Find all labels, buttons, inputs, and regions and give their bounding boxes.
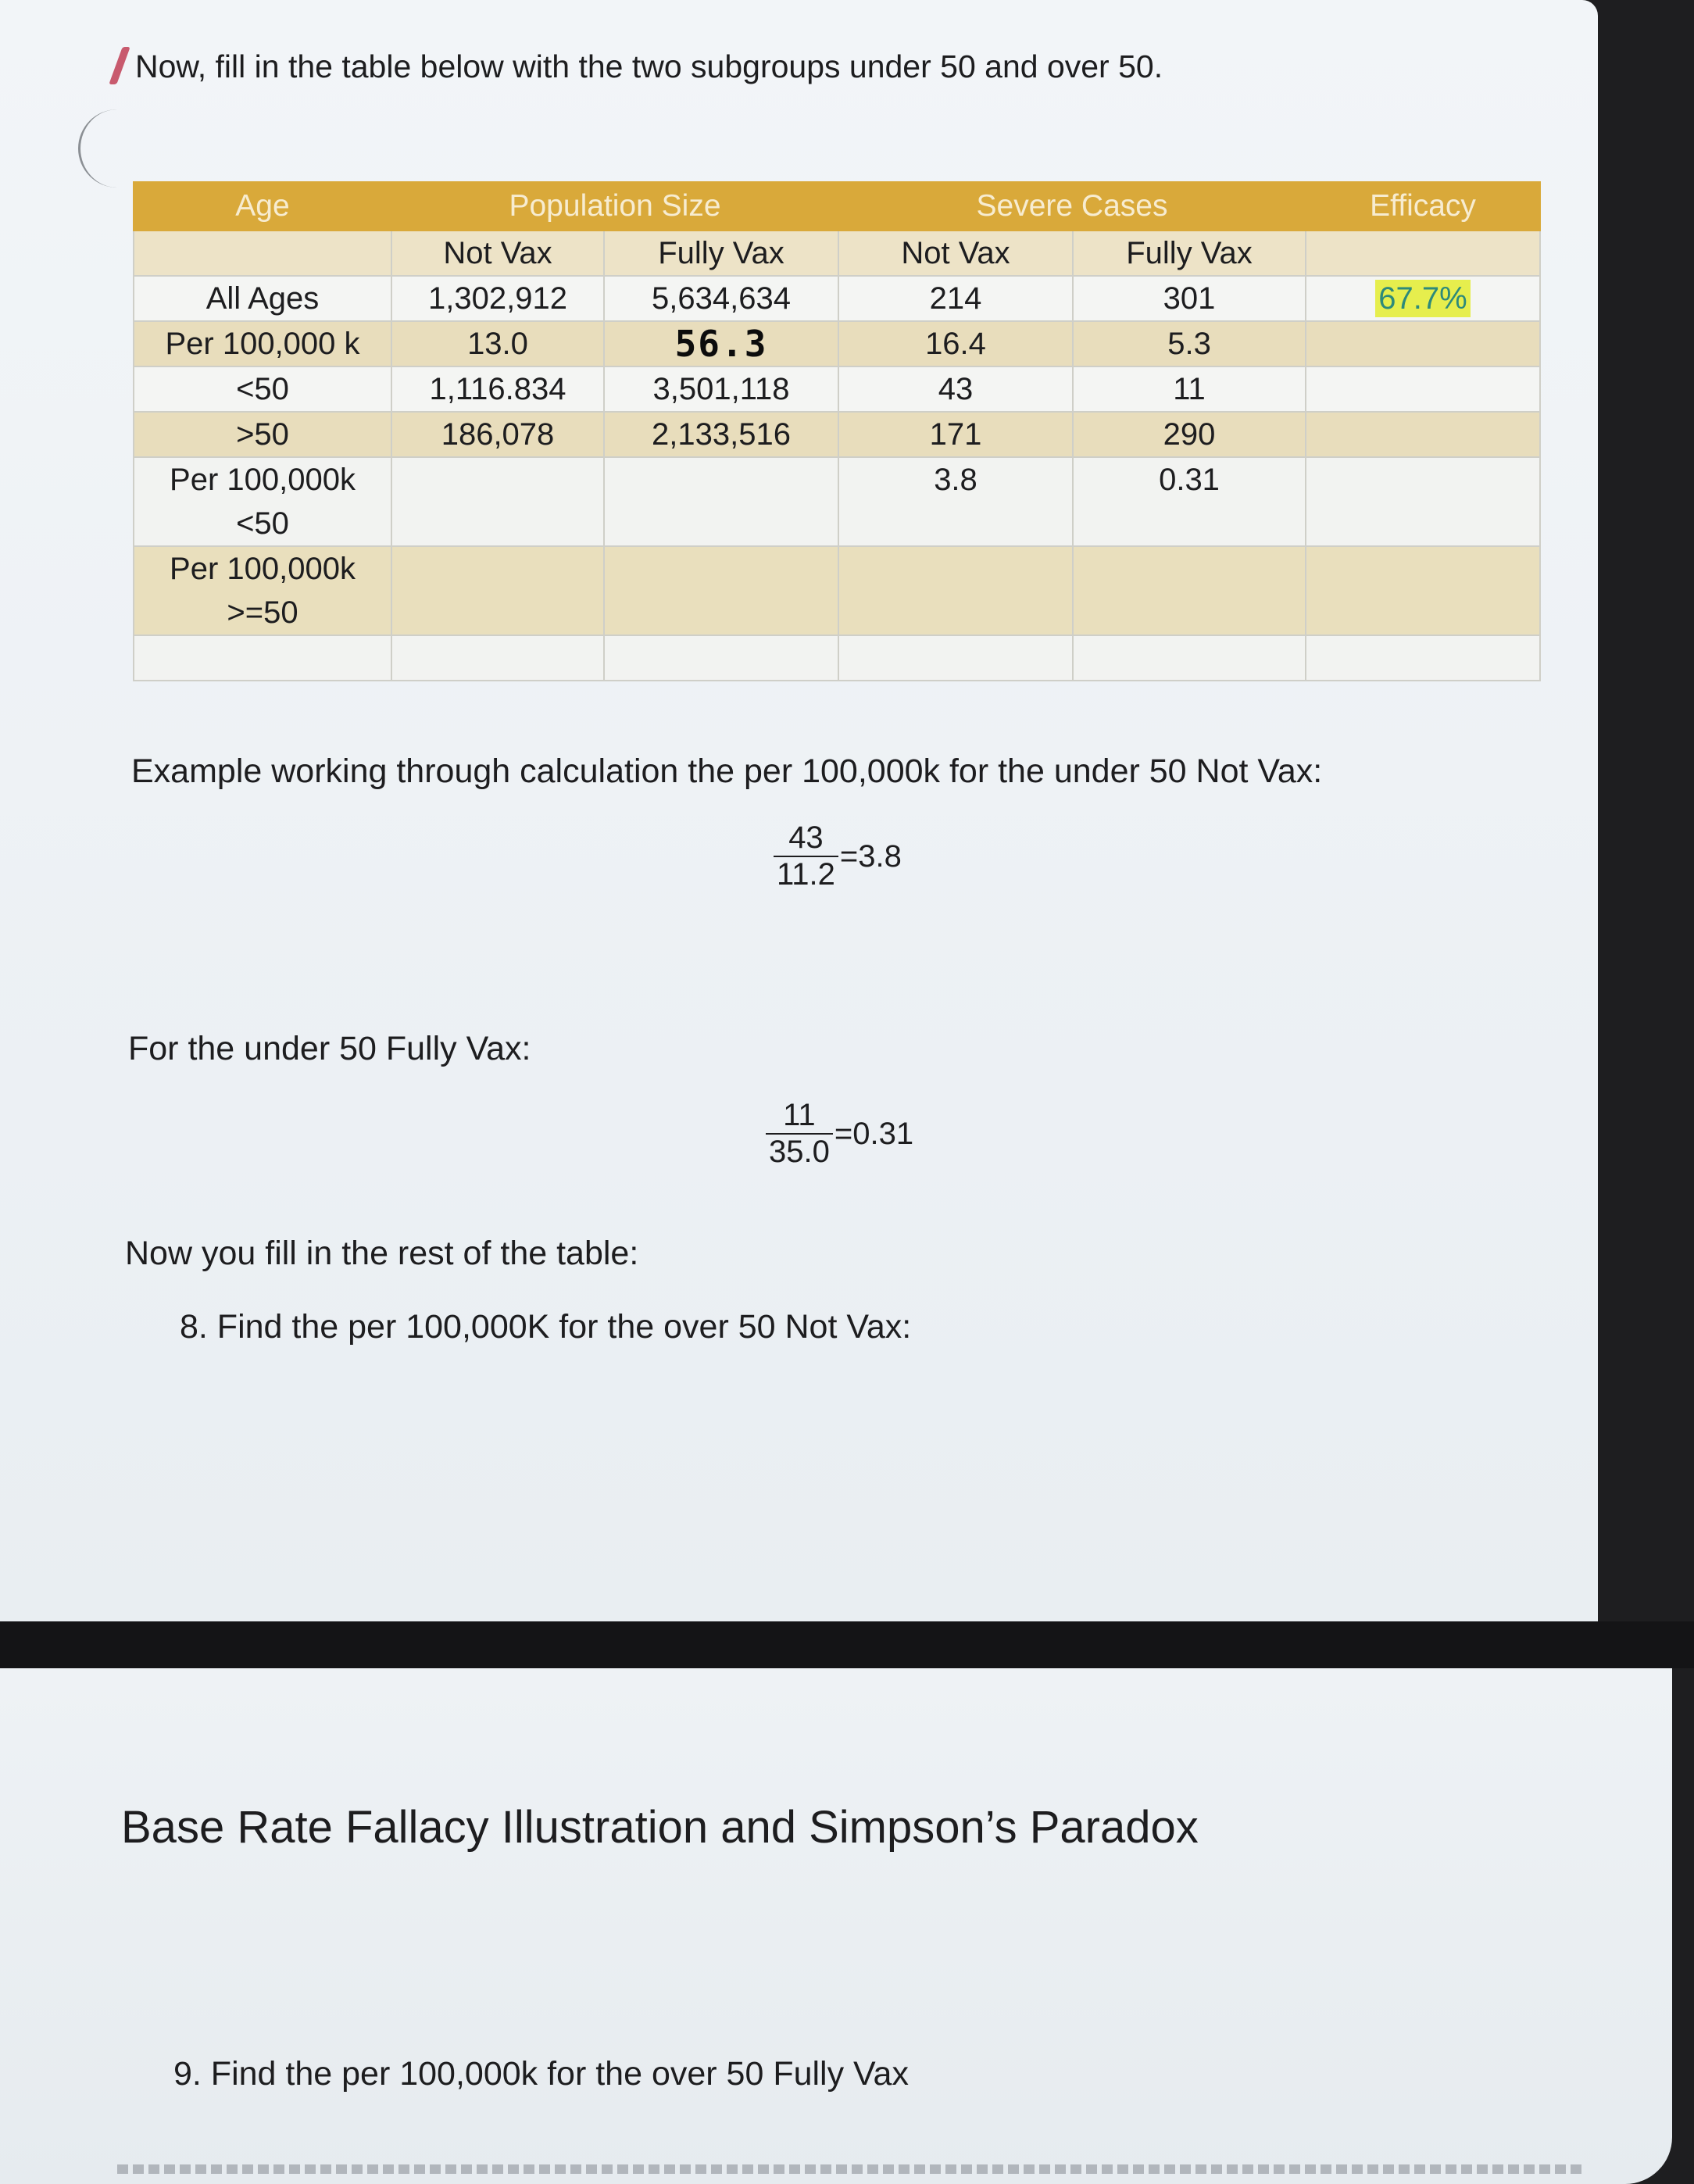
cell-sev-fully-vax — [1073, 546, 1306, 635]
cell-pop-not-vax — [391, 546, 604, 635]
fraction-result: =3.8 — [839, 838, 902, 874]
table-row — [134, 412, 1540, 457]
pen-mark-icon — [109, 47, 130, 84]
cell-sev-not-vax — [838, 546, 1073, 635]
cell-sev-not-vax: 171 — [838, 412, 1073, 457]
cell-sev-fully-vax: 290 — [1073, 412, 1306, 457]
fraction-under50-fully-vax — [766, 1098, 913, 1170]
header-severe: Severe Cases — [838, 182, 1306, 231]
row-age-line2: >=50 — [227, 595, 298, 630]
intro-text: Now, fill in the table below with the two subgroups under 50 and over 50. — [135, 48, 1163, 84]
subheader-sev-fully-vax: Fully Vax — [1073, 231, 1306, 276]
question-9: 9. Find the per 100,000k for the over 50 Fully Vax — [173, 2055, 909, 2093]
under50-fully-vax-label: For the under 50 Fully Vax: — [128, 1030, 531, 1067]
table-header-row — [134, 182, 1540, 231]
cell-sev-not-vax: 3.8 — [838, 457, 1073, 546]
subheader-pop-not-vax: Not Vax — [391, 231, 604, 276]
example-instruction: Example working through calculation the per 100,000k for the under 50 Not Vax: — [131, 752, 1323, 790]
cell-pop-fully-vax: 2,133,516 — [604, 412, 838, 457]
table-row — [134, 546, 1540, 635]
row-age-line2: <50 — [236, 506, 289, 541]
row-age-line1: Per 100,000k — [170, 552, 356, 586]
cell-efficacy — [1306, 276, 1540, 321]
fraction-under50-not-vax — [774, 820, 902, 892]
cell-sev-not-vax: 214 — [838, 276, 1073, 321]
cell-sev-fully-vax: 5.3 — [1073, 321, 1306, 366]
row-age: Per 100,000 k — [134, 321, 391, 366]
row-age — [134, 457, 391, 546]
cell-sev-not-vax: 16.4 — [838, 321, 1073, 366]
cell-sev-fully-vax: 0.31 — [1073, 457, 1306, 546]
cell-pop-fully-vax: 56.3 — [604, 321, 838, 366]
subheader-sev-not-vax: Not Vax — [838, 231, 1073, 276]
cell-pop-fully-vax — [604, 546, 838, 635]
cell-pop-fully-vax: 5,634,634 — [604, 276, 838, 321]
header-age: Age — [134, 182, 391, 231]
subheader-pop-fully-vax: Fully Vax — [604, 231, 838, 276]
row-age — [134, 546, 391, 635]
pen-curl-mark — [78, 109, 127, 188]
fraction-numerator: 11 — [783, 1098, 816, 1132]
cell-pop-fully-vax: 3,501,118 — [604, 366, 838, 412]
cell-efficacy — [1306, 366, 1540, 412]
question-8: 8. Find the per 100,000K for the over 50 Not Vax: — [180, 1308, 912, 1346]
cell-sev-fully-vax: 301 — [1073, 276, 1306, 321]
section-title: Base Rate Fallacy Illustration and Simpson’s Paradox — [121, 1802, 1199, 1853]
cell-efficacy — [1306, 457, 1540, 546]
row-age: >50 — [134, 412, 391, 457]
table-subheader-row — [134, 231, 1540, 276]
row-age: <50 — [134, 366, 391, 412]
table-row — [134, 366, 1540, 412]
cell-pop-not-vax: 13.0 — [391, 321, 604, 366]
cell-pop-not-vax: 1,302,912 — [391, 276, 604, 321]
vaccine-data-table — [133, 181, 1541, 681]
fraction-result: =0.31 — [834, 1116, 914, 1151]
fraction-denominator: 35.0 — [766, 1133, 833, 1170]
cell-efficacy — [1306, 546, 1540, 635]
fill-instruction: Now you fill in the rest of the table: — [125, 1235, 639, 1272]
cell-pop-fully-vax — [604, 457, 838, 546]
row-age-line1: Per 100,000k — [170, 463, 356, 497]
header-efficacy: Efficacy — [1306, 182, 1540, 231]
row-age: All Ages — [134, 276, 391, 321]
cell-pop-not-vax: 1,116.834 — [391, 366, 604, 412]
cell-pop-not-vax: 186,078 — [391, 412, 604, 457]
table-row — [134, 321, 1540, 366]
cell-efficacy — [1306, 321, 1540, 366]
table-row-empty — [134, 635, 1540, 681]
page-separator — [0, 1621, 1694, 1668]
fraction-numerator: 43 — [788, 820, 824, 855]
cell-efficacy — [1306, 412, 1540, 457]
table-row — [134, 276, 1540, 321]
header-population: Population Size — [391, 182, 838, 231]
cell-sev-not-vax: 43 — [838, 366, 1073, 412]
worksheet-page-2 — [0, 1668, 1672, 2184]
efficacy-highlight: 67.7% — [1375, 280, 1470, 317]
cell-sev-fully-vax: 11 — [1073, 366, 1306, 412]
cell-pop-not-vax — [391, 457, 604, 546]
table-row — [134, 457, 1540, 546]
fraction-denominator: 11.2 — [774, 856, 838, 892]
dashed-divider — [117, 2164, 1586, 2174]
